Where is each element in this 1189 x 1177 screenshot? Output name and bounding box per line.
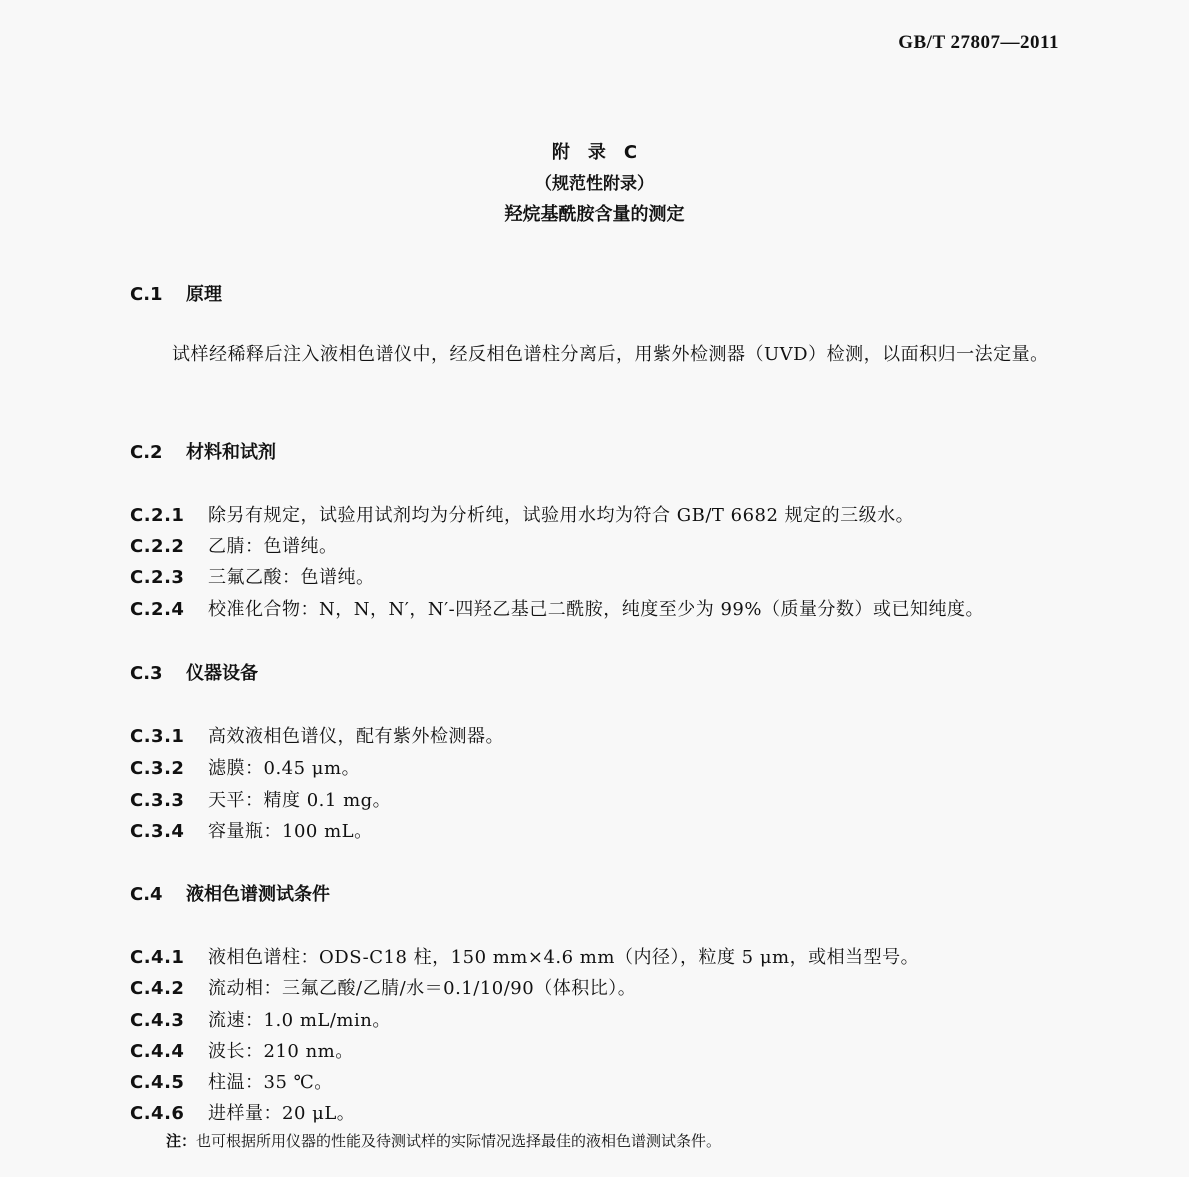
item-text: 容量瓶：100 mL。 [208, 821, 373, 842]
list-item [130, 563, 375, 589]
item-text: 流动相：三氟乙酸/乙腈/水＝0.1/10/90（体积比）。 [208, 978, 637, 999]
item-number: C.2.3 [130, 567, 185, 588]
section-title: 液相色谱测试条件 [186, 884, 330, 905]
item-number: C.3.4 [130, 821, 185, 842]
section-number: C.3 [130, 663, 163, 684]
item-text: 乙腈：色谱纯。 [208, 536, 338, 557]
paragraph-text: 试样经稀释后注入液相色谱仪中，经反相色谱柱分离后，用紫外检测器（UVD）检测，以面积归一法定量。 [172, 344, 1049, 365]
note [166, 1130, 721, 1151]
list-item [130, 817, 373, 843]
list-item [130, 1068, 333, 1094]
list-item [130, 943, 919, 969]
section-c4-heading [130, 880, 330, 906]
annex-type: （规范性附录） [535, 174, 654, 194]
list-item [130, 974, 636, 1000]
item-text: 进样量：20 μL。 [208, 1103, 356, 1124]
item-number: C.3.1 [130, 726, 185, 747]
list-item [130, 754, 360, 780]
section-c2-heading [130, 438, 276, 464]
section-title: 材料和试剂 [186, 442, 276, 463]
item-text: 除另有规定，试验用试剂均为分析纯，试验用水均为符合 GB/T 6682 规定的三级水。 [208, 505, 915, 526]
item-text: 天平：精度 0.1 mg。 [208, 790, 392, 811]
section-c1-heading [130, 280, 222, 306]
list-item [130, 595, 984, 621]
item-text: 高效液相色谱仪，配有紫外检测器。 [208, 726, 504, 747]
section-title: 仪器设备 [186, 663, 258, 684]
list-item [130, 722, 504, 748]
note-text: 也可根据所用仪器的性能及待测试样的实际情况选择最佳的液相色谱测试条件。 [196, 1132, 722, 1150]
item-text: 滤膜：0.45 μm。 [208, 758, 361, 779]
item-text: 液相色谱柱：ODS-C18 柱，150 mm×4.6 mm（内径），粒度 5 μm，或相当型号。 [208, 947, 920, 968]
item-text: 波长：210 nm。 [208, 1041, 354, 1062]
list-item [130, 1006, 391, 1032]
item-number: C.2.1 [130, 505, 185, 526]
item-number: C.3.3 [130, 790, 185, 811]
list-item [130, 1037, 354, 1063]
item-number: C.4.4 [130, 1041, 185, 1062]
list-item [130, 532, 338, 558]
section-number: C.2 [130, 442, 163, 463]
item-text: 柱温：35 ℃。 [208, 1072, 333, 1093]
item-number: C.3.2 [130, 758, 185, 779]
item-text: 流速：1.0 mL/min。 [208, 1010, 391, 1031]
annex-label: 附录C [551, 142, 656, 163]
section-c1-paragraph [130, 339, 1060, 370]
section-title: 原理 [186, 284, 222, 305]
section-c3-heading [130, 659, 258, 685]
item-number: C.4.5 [130, 1072, 185, 1093]
section-number: C.4 [130, 884, 163, 905]
item-number: C.4.6 [130, 1103, 185, 1124]
annex-title: 羟烷基酰胺含量的测定 [504, 204, 685, 225]
item-number: C.2.2 [130, 536, 185, 557]
item-number: C.4.3 [130, 1010, 185, 1031]
item-number: C.2.4 [130, 599, 185, 620]
list-item [130, 501, 914, 527]
section-number: C.1 [130, 284, 163, 305]
note-label: 注： [166, 1132, 197, 1150]
list-item [130, 1099, 355, 1125]
item-text: 三氟乙酸：色谱纯。 [208, 567, 375, 588]
item-number: C.4.2 [130, 978, 185, 999]
item-number: C.4.1 [130, 947, 185, 968]
list-item [130, 786, 391, 812]
standard-code: GB/T 27807—2011 [898, 32, 1059, 53]
item-text: 校准化合物：N，N，N′，N′-四羟乙基己二酰胺，纯度至少为 99%（质量分数）或已知纯度。 [208, 599, 984, 620]
